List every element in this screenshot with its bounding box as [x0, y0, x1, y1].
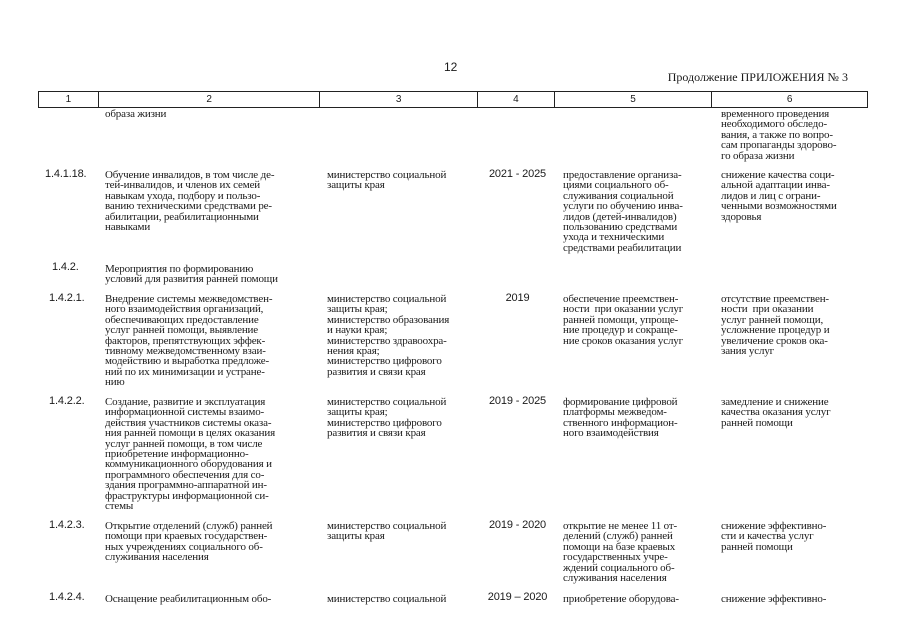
row-number: 1.4.2.4. [49, 591, 85, 603]
header-col-1: 1 [39, 92, 99, 107]
row-consequence: снижение качества соци- альной адаптации инва- лидов и лиц с ограни- ченными возможностями здоровья [721, 169, 837, 223]
row-consequence: снижение эффективно- сти и качества услуг ранней помощи [721, 520, 827, 553]
header-col-6: 6 [786, 94, 793, 105]
header-col-4: 4 [478, 92, 555, 107]
row-result: формирование цифровой платформы межведом- ственного информацион- ного взаимодействия [563, 396, 678, 440]
row-result: предоставление организа- циями социального об- служивания социальной услуги по обучению инва- лидов (детей-инвалидов) пользованию средствами ухода и техническими средствами реабилитации [563, 169, 683, 254]
row-executor: министерство социальной [327, 593, 447, 605]
row-period: 2019 [505, 292, 530, 304]
header-col-3: 3 [320, 92, 478, 107]
row-measure: Открытие отделений (служб) ранней помощи при краевых государствен- ных учреждениях социального об- служивания населения [105, 520, 273, 564]
row-result: обеспечение преемствен- ности при оказании услуг ранней помощи, упроще- ние процедур и сокраще- ние сроков оказания услуг [563, 293, 684, 347]
row-measure: Создание, развитие и эксплуатация информационной системы взаимо- действия участников системы оказа- ния ранней помощи в целях оказания услуг ранней помощи, в том числе приобретение информационно- коммуникационного оборудования и программного обеспечения для со- здания программно-аппаратной ин- фраструктуры информационной си- стемы [105, 396, 276, 513]
row-result: приобретение оборудова- [563, 593, 679, 605]
table-header-row [38, 91, 868, 108]
header-col-5: 5 [555, 92, 713, 107]
row-result: открытие не менее 11 от- делений (служб) ранней помощи на базе краевых государственных учре- ждений социального об- служивания населения [563, 520, 678, 585]
row-consequence: отсутствие преемствен- ности при оказании услуг ранней помощи, усложнение процедур и увеличение сроков ока- зания услуг [721, 293, 830, 358]
row-number: 1.4.1.18. [45, 168, 87, 180]
row-consequence: снижение эффективно- [721, 593, 827, 605]
header-col-2: 2 [99, 92, 320, 107]
row-consequence: замедление и снижение качества оказания услуг ранней помощи [721, 396, 831, 429]
row-period: 2019 - 2025 [488, 395, 547, 407]
fragment-consequence: временного проведения необходимого обследо- вания, а также по вопро- сам пропаганды здорово- го образа жизни [721, 108, 837, 162]
row-executor: министерство социальной защиты края; министерство цифрового развития и связи края [327, 396, 447, 440]
row-period: 2019 – 2020 [487, 591, 548, 603]
row-number: 1.4.2.3. [49, 519, 85, 531]
row-measure: Обучение инвалидов, в том числе де- тей-инвалидов, и членов их семей навыкам ухода, подбору и пользо- ванию техническими средствами ре- абилитации, реабилитационными навыками [105, 169, 275, 234]
row-measure: Внедрение системы межведомствен- ного взаимодействия организаций, обеспечивающих предоставление услуг ранней помощи, выявление факторов, препятствующих эффек- тивному межведомственному взаи- модействию и выработка предложе- ний по их минимизации и устране- нию [105, 293, 273, 389]
page-number: 12 [444, 60, 458, 74]
row-measure: Мероприятия по формированию условий для развития ранней помощи [105, 263, 278, 286]
row-measure: Оснащение реабилитационным обо- [105, 593, 272, 605]
continuation-title: Продолжение ПРИЛОЖЕНИЯ № 3 [667, 70, 848, 84]
row-number: 1.4.2. [52, 261, 79, 273]
fragment-measure: образа жизни [105, 108, 167, 120]
row-number: 1.4.2.1. [49, 292, 85, 304]
row-executor: министерство социальной защиты края; министерство образования и науки края; министерство здравоохра- нения края; министерство цифрового развития и связи края [327, 293, 450, 378]
row-period: 2021 - 2025 [488, 168, 547, 180]
row-executor: министерство социальной защиты края [327, 169, 447, 192]
row-number: 1.4.2.2. [49, 395, 85, 407]
row-executor: министерство социальной защиты края [327, 520, 447, 543]
row-period: 2019 - 2020 [488, 519, 547, 531]
